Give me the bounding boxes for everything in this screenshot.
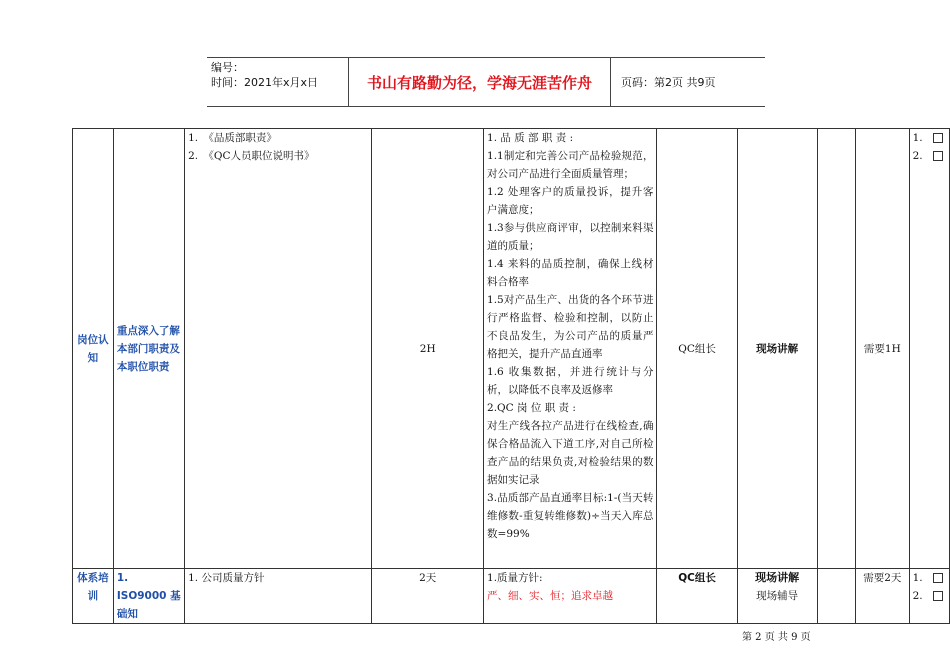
content-line: 1.2 处理客户的质量投诉，提升客户满意度； bbox=[487, 186, 654, 216]
page-label: 页码：第2页 共9页 bbox=[621, 76, 716, 89]
duration-cell: 2天 bbox=[372, 569, 484, 624]
empty-cell bbox=[817, 129, 855, 569]
header-meta bbox=[207, 58, 349, 106]
content-line: 对生产线各拉产品进行在线检查,确保合格品流入下道工序,对自己所检查产品的结果负责,对检验结果的数据如实记录 bbox=[487, 420, 654, 486]
checkbox-icon[interactable] bbox=[933, 573, 943, 583]
table-row bbox=[73, 129, 950, 569]
content-line: 1.4 来料的品质控制，确保上线材料合格率 bbox=[487, 258, 654, 288]
content-cell bbox=[484, 569, 657, 624]
method-label: 现场辅导 bbox=[756, 590, 799, 602]
trainer-cell: QC组长 bbox=[657, 129, 737, 569]
footer-page: 第 2 页 共 9 页 bbox=[742, 632, 811, 643]
method-cell: 现场讲解 bbox=[737, 129, 817, 569]
check-item[interactable]: 2. bbox=[913, 587, 946, 605]
material-item: 2. 《QC人员职位说明书》 bbox=[188, 150, 315, 162]
content-line: 2.QC 岗 位 职 责 : bbox=[487, 402, 576, 414]
check-item[interactable]: 1. bbox=[913, 569, 946, 587]
checkbox-icon[interactable] bbox=[933, 591, 943, 601]
checkbox-icon[interactable] bbox=[933, 151, 943, 161]
remark-cell: 需要2天 bbox=[856, 569, 910, 624]
content-line: 3.品质部产品直通率目标:1-(当天转维修数-重复转维修数)÷当天入库总数=99% bbox=[487, 492, 654, 540]
table-row bbox=[73, 569, 950, 624]
content-line: 1.5对产品生产、出货的各个环节进行严格监督、检验和控制，以防止不良品发生，为公司产品的质量严格把关，提升产品直通率 bbox=[487, 294, 654, 360]
trainer-cell: QC组长 bbox=[657, 569, 737, 624]
content-line: 1.1制定和完善公司产品检验规范，对公司产品进行全面质量管理； bbox=[487, 150, 654, 180]
content-line: 严、细、实、恒；追求卓越 bbox=[487, 590, 614, 602]
content-line: 1.6 收集数据，并进行统计与分析，以降低不良率及返修率 bbox=[487, 366, 654, 396]
material-item: 1. 公司质量方针 bbox=[188, 572, 265, 584]
number-label: 编号： bbox=[211, 61, 244, 74]
checks-cell bbox=[909, 129, 949, 569]
method-cell bbox=[737, 569, 817, 624]
category-cell: 体系培训 bbox=[73, 569, 114, 624]
checks-cell bbox=[909, 569, 949, 624]
check-item[interactable]: 1. bbox=[913, 129, 946, 147]
remark-cell: 需要1H bbox=[856, 129, 910, 569]
category-cell: 岗位认知 bbox=[73, 129, 114, 569]
duration-cell: 2H bbox=[372, 129, 484, 569]
method-label: 现场讲解 bbox=[755, 571, 800, 584]
training-table bbox=[72, 128, 950, 624]
material-item: 1. 《品质部职责》 bbox=[188, 132, 277, 144]
motto: 书山有路勤为径，学海无涯苦作舟 bbox=[349, 58, 611, 106]
content-line: 1.质量方针: bbox=[487, 572, 543, 584]
content-line: 1.3参与供应商评审，以控制来料渠道的质量； bbox=[487, 222, 654, 252]
checkbox-icon[interactable] bbox=[933, 133, 943, 143]
materials-cell bbox=[185, 129, 372, 569]
topic-cell: 1. ISO9000 基础知 bbox=[113, 569, 184, 624]
content-line: 1. 品 质 部 职 责 : bbox=[487, 132, 574, 144]
check-item[interactable]: 2. bbox=[913, 147, 946, 165]
content-cell bbox=[484, 129, 657, 569]
topic-cell: 重点深入了解本部门职责及本职位职责 bbox=[113, 129, 184, 569]
time-label: 时间：2021年x月x日 bbox=[211, 76, 319, 89]
empty-cell bbox=[817, 569, 855, 624]
materials-cell bbox=[185, 569, 372, 624]
page-header bbox=[207, 57, 765, 107]
